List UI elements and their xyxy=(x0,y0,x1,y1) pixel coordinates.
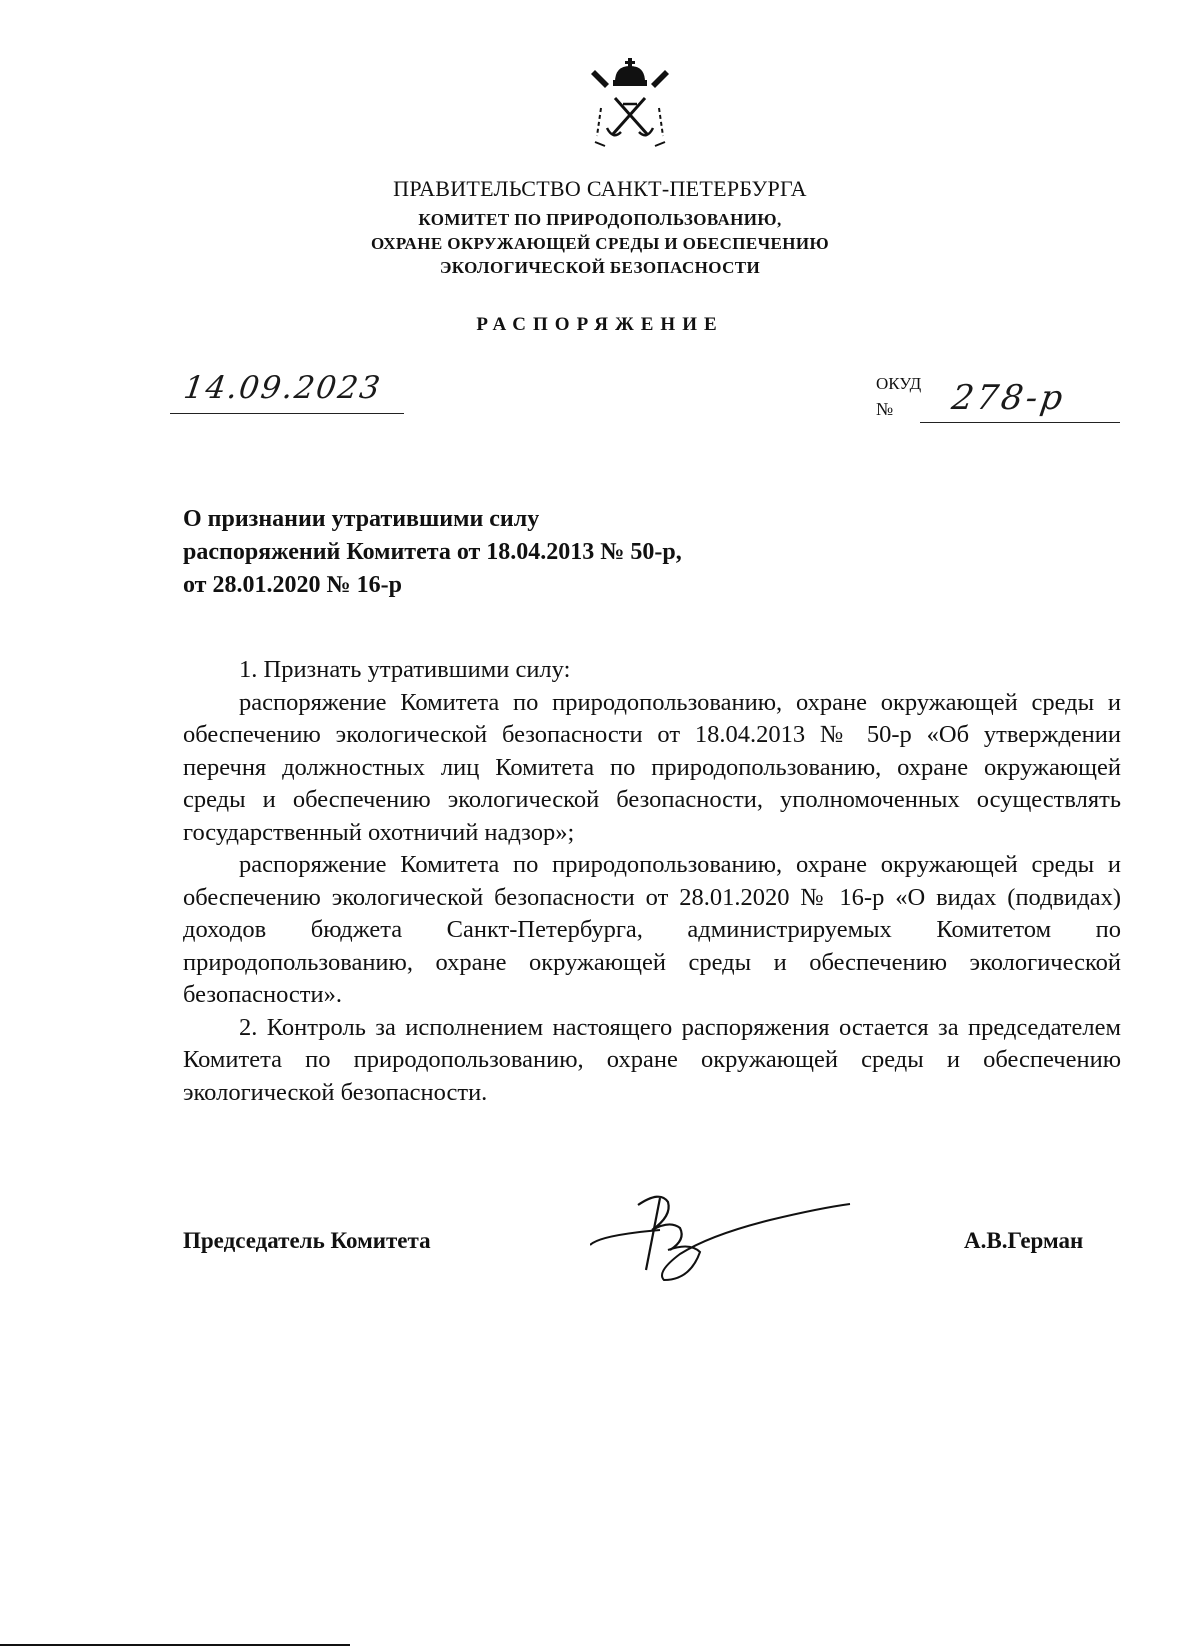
committee-line-3: ЭКОЛОГИЧЕСКОЙ БЕЗОПАСНОСТИ xyxy=(439,258,761,277)
item-2: 2. Контроль за исполнением настоящего распоряжения остается за председателем Комитета по природопользованию, охране окружающей среды и обеспечению экологической безопасности. xyxy=(183,1013,1121,1106)
title-line-1: О признании утратившими силу xyxy=(183,506,540,532)
document-date: 14.09.2023 xyxy=(181,370,385,406)
committee-line-1: КОМИТЕТ ПО ПРИРОДОПОЛЬЗОВАНИЮ, xyxy=(418,210,782,229)
title-line-3: от 28.01.2020 № 16-р xyxy=(183,572,402,598)
signatory-name: А.В.Герман xyxy=(964,1228,1084,1253)
repealed-order-2: распоряжение Комитета по природопользованию, охране окружающей среды и обеспечению экологической безопасности от 28.01.2020 № 16-р «О видах (подвидах) доходов бюджета Санкт-Петербурга, администрируемых Комитетом по природопользованию, охране окружающей среды и обеспечению экологической безопасности». xyxy=(183,851,1121,1008)
item-1: 1. Признать утратившими силу: xyxy=(239,656,571,683)
coat-of-arms-icon xyxy=(585,58,675,150)
document-type: РАСПОРЯЖЕНИЕ xyxy=(476,314,724,335)
document-title xyxy=(183,503,682,602)
signatory-title: Председатель Комитета xyxy=(183,1228,431,1253)
document-number: 278-р xyxy=(949,378,1068,418)
okud-label: ОКУД xyxy=(876,374,922,393)
committee-line-2: ОХРАНЕ ОКРУЖАЮЩЕЙ СРЕДЫ И ОБЕСПЕЧЕНИЮ xyxy=(370,234,830,253)
repealed-order-1: распоряжение Комитета по природопользованию, охране окружающей среды и обеспечению экологической безопасности от 18.04.2013 № 50-р «Об утверждении перечня должностных лиц Комитета по природопользованию, охране окружающей среды и обеспечению экологической безопасности, уполномоченных осуществлять государственный охотничий надзор»; xyxy=(183,688,1121,846)
number-sign: № xyxy=(876,399,894,419)
handwritten-signature xyxy=(590,1180,880,1285)
document-body xyxy=(183,654,1121,1109)
government-name: ПРАВИТЕЛЬСТВО САНКТ-ПЕТЕРБУРГА xyxy=(393,176,807,201)
date-underline xyxy=(170,413,404,414)
number-underline xyxy=(920,422,1120,423)
bottom-edge-rule xyxy=(0,1644,350,1646)
title-line-2: распоряжений Комитета от 18.04.2013 № 50-р, xyxy=(183,539,682,565)
